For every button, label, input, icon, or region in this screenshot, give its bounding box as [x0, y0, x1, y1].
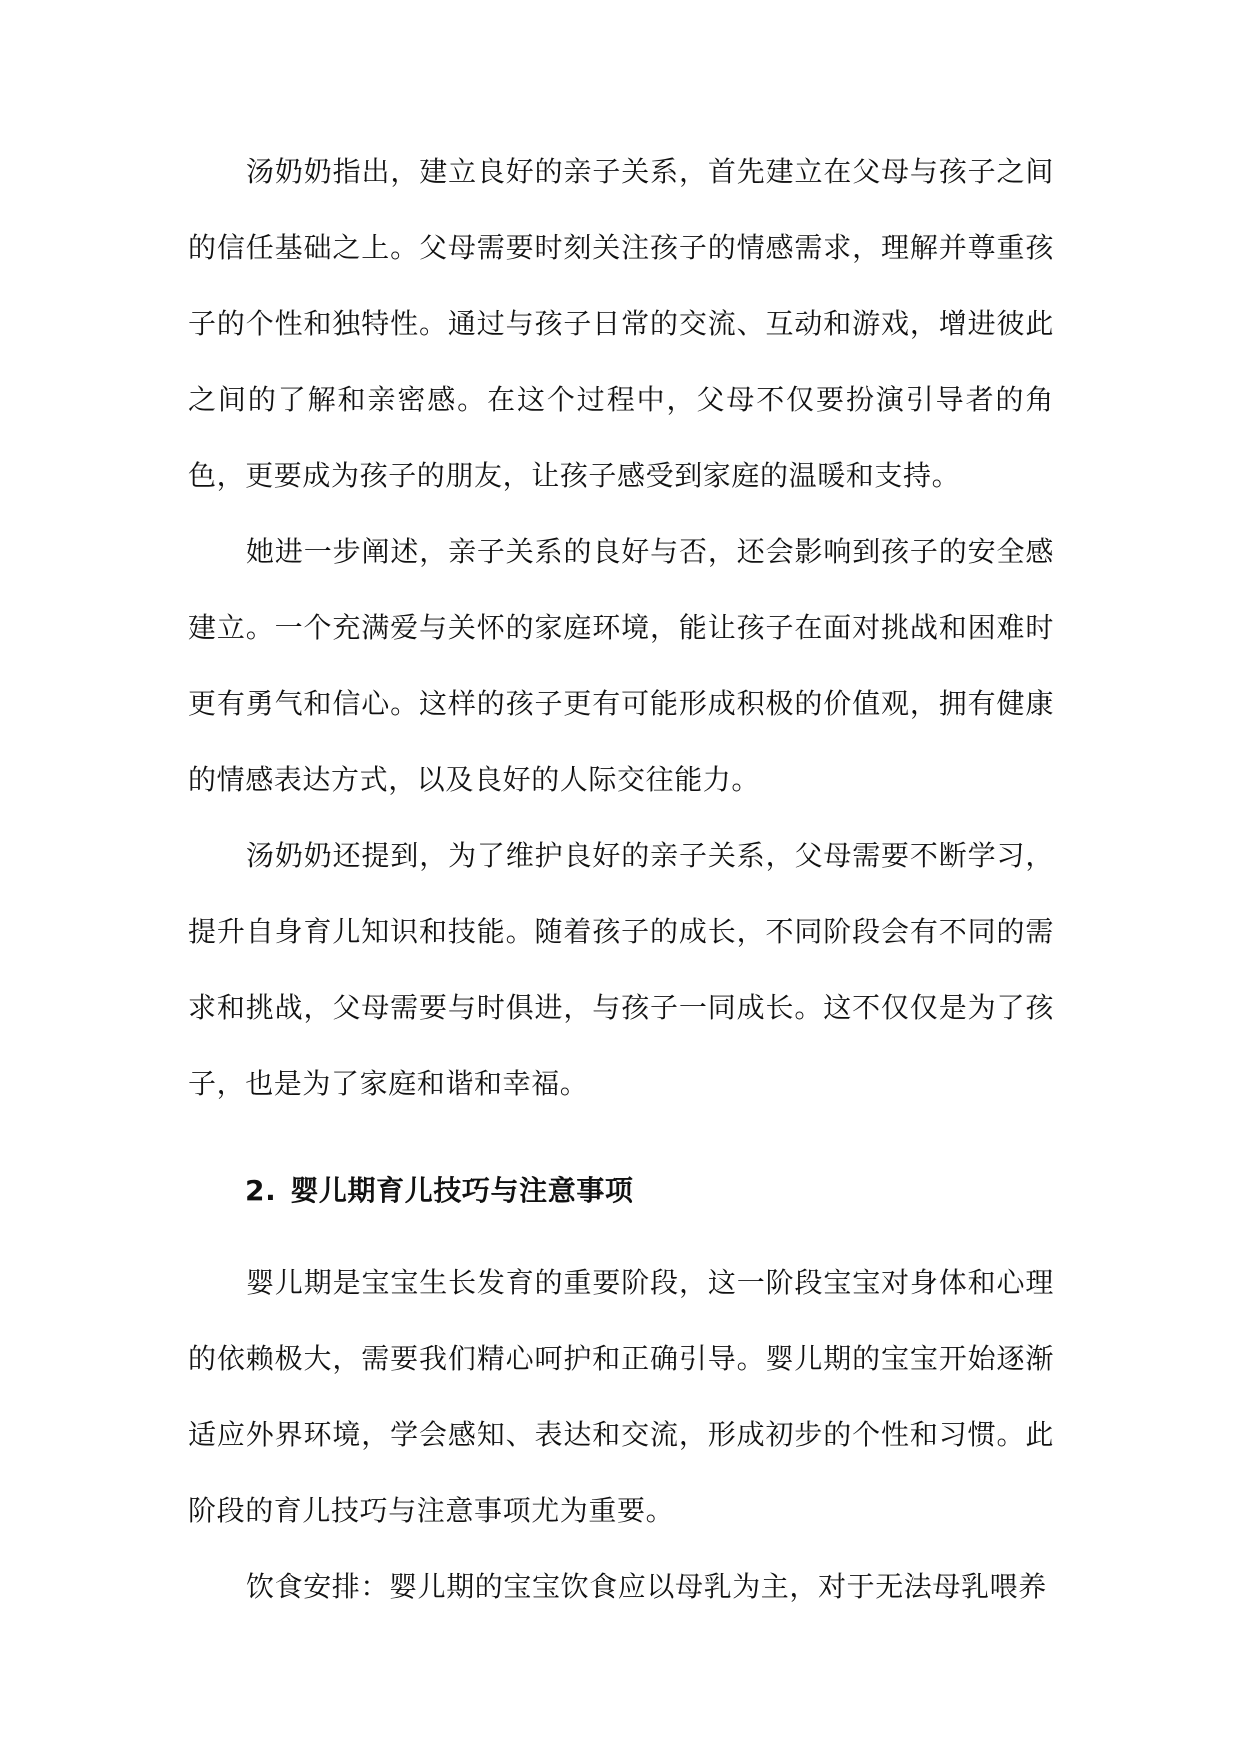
- paragraph-trust-foundation: 汤奶奶指出，建立良好的亲子关系，首先建立在父母与孩子之间的信任基础之上。父母需要时刻关注孩子的情感需求，理解并尊重孩子的个性和独特性。通过与孩子日常的交流、互动和游戏，增进彼此之间的了解和亲密感。在这个过程中，父母不仅要扮演引导者的角色，更要成为孩子的朋友，让孩子感受到家庭的温暖和支持。: [188, 155, 1054, 492]
- section-title: 婴儿期育儿技巧与注意事项: [290, 1174, 634, 1207]
- paragraph-diet: 饮食安排：婴儿期的宝宝饮食应以母乳为主，对于无法母乳喂养: [246, 1570, 1047, 1603]
- section-heading: [245, 1153, 634, 1229]
- paragraph-security: 她进一步阐述，亲子关系的良好与否，还会影响到孩子的安全感建立。一个充满爱与关怀的家庭环境，能让孩子在面对挑战和困难时更有勇气和信心。这样的孩子更有可能形成积极的价值观，拥有健康的情感表达方式，以及良好的人际交往能力。: [188, 535, 1054, 796]
- paragraph-infancy-intro: 婴儿期是宝宝生长发育的重要阶段，这一阶段宝宝对身体和心理的依赖极大，需要我们精心呵护和正确引导。婴儿期的宝宝开始逐渐适应外界环境，学会感知、表达和交流，形成初步的个性和习惯。此阶段的育儿技巧与注意事项尤为重要。: [188, 1266, 1054, 1527]
- section-number: 2.: [245, 1174, 277, 1207]
- paragraph-parent-learning: 汤奶奶还提到，为了维护良好的亲子关系，父母需要不断学习，提升自身育儿知识和技能。随着孩子的成长，不同阶段会有不同的需求和挑战，父母需要与时俱进，与孩子一同成长。这不仅仅是为了孩子，也是为了家庭和谐和幸福。: [188, 839, 1054, 1100]
